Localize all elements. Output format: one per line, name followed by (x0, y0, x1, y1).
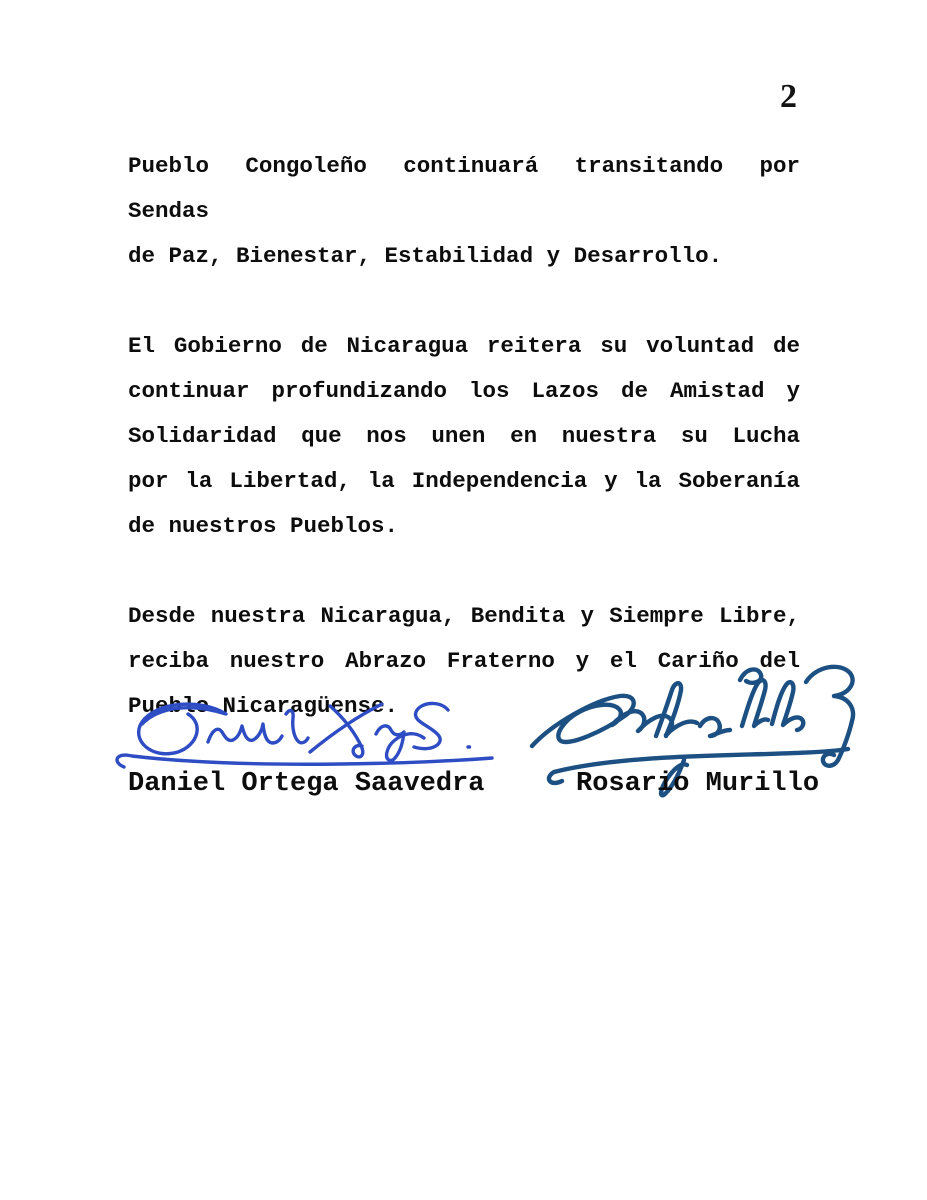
paragraph-2 (128, 324, 800, 549)
signer-name-daniel-ortega: Daniel Ortega Saavedra (128, 769, 485, 799)
text-line: reciba nuestro Abrazo Fraterno y el Cariño del (128, 648, 800, 674)
text-line: Pueblo Nicaragüense. (128, 693, 399, 719)
signer-name-rosario-murillo: Rosario Murillo (576, 769, 820, 799)
text-line: de Paz, Bienestar, Estabilidad y Desarrollo. (128, 243, 723, 269)
paragraph-3 (128, 594, 800, 729)
paragraph-1 (128, 144, 800, 279)
text-line: por la Libertad, la Independencia y la Soberanía (128, 468, 800, 494)
letter-body (128, 144, 800, 774)
text-line: Solidaridad que nos unen en nuestra su Lucha (128, 423, 800, 449)
text-line: continuar profundizando los Lazos de Amistad y (128, 378, 800, 404)
text-line: Pueblo Congoleño continuará transitando por Sendas (128, 153, 800, 224)
page-number: 2 (780, 78, 797, 115)
text-line: Desde nuestra Nicaragua, Bendita y Siempre Libre, (128, 603, 800, 629)
text-line: de nuestros Pueblos. (128, 513, 399, 539)
text-line: El Gobierno de Nicaragua reitera su voluntad de (128, 333, 800, 359)
